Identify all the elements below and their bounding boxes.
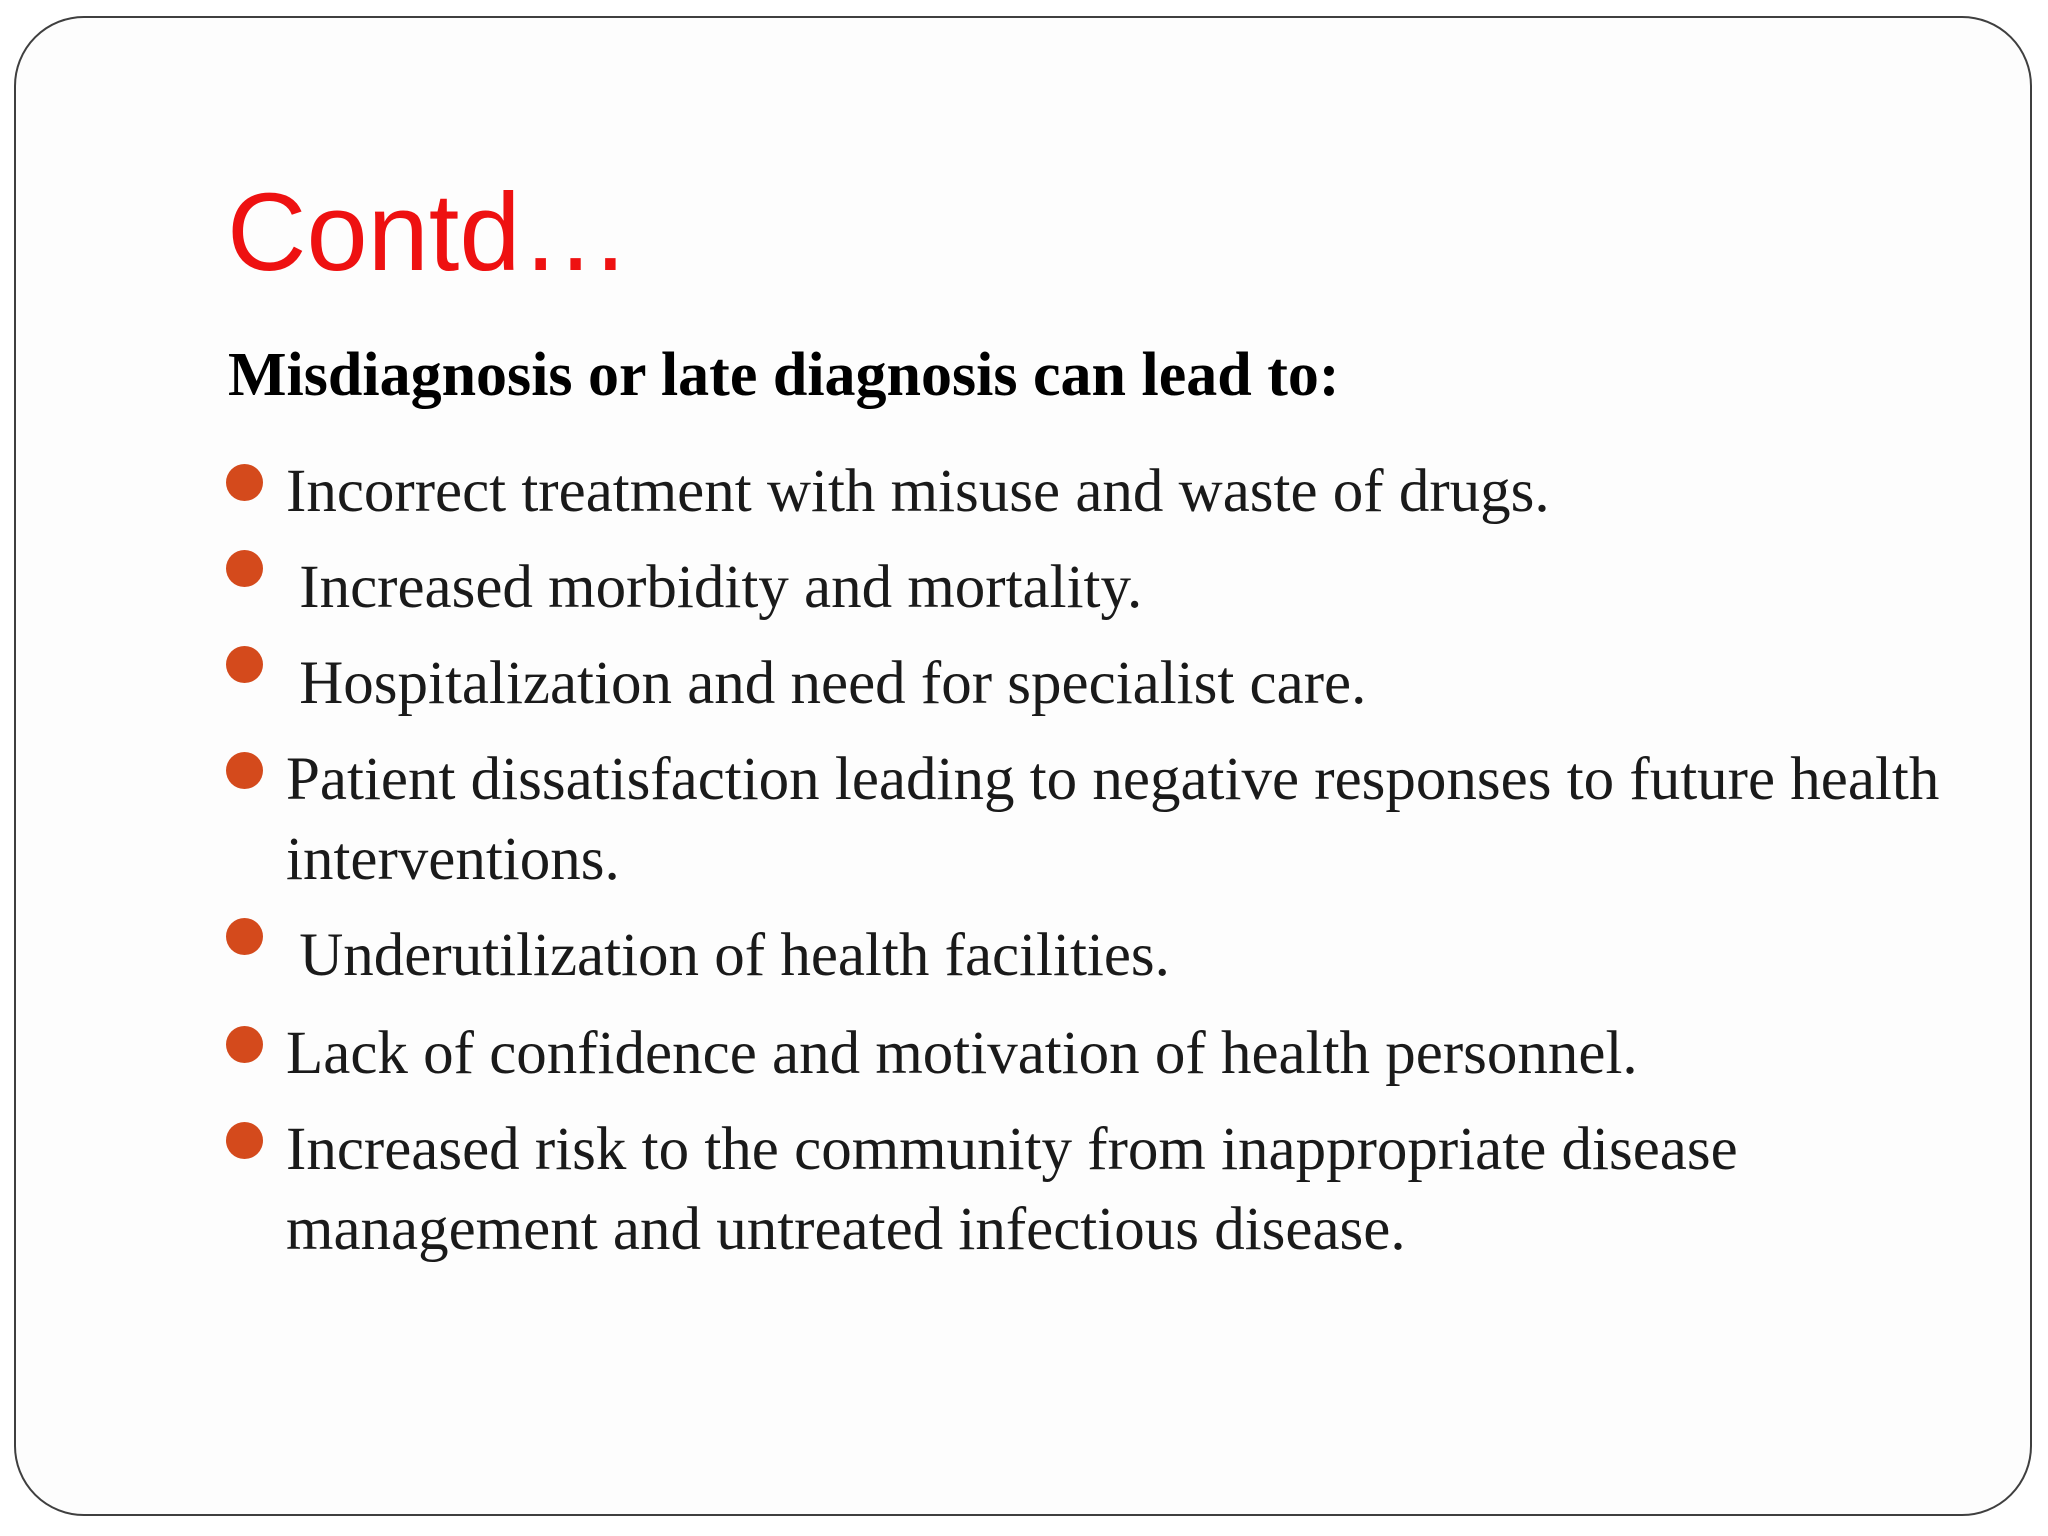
bullet-dot-icon <box>226 918 263 955</box>
slide-subtitle: Misdiagnosis or late diagnosis can lead to: <box>228 341 1340 409</box>
bullet-dot-icon <box>226 464 263 501</box>
bullet-dot-icon <box>226 1026 263 1063</box>
bullet-text: Increased risk to the community from inappropriate disease management and untreated infectious disease. <box>286 1116 1738 1263</box>
bullet-text: Increased morbidity and mortality. <box>284 554 1143 621</box>
slide-title: Contd… <box>227 171 631 294</box>
slide-frame <box>14 16 2032 1516</box>
bullet-dot-icon <box>226 752 263 789</box>
bullet-text: Incorrect treatment with misuse and waste of drugs. <box>286 458 1550 525</box>
bullet-text: Patient dissatisfaction leading to negative responses to future health interventions. <box>286 746 1940 893</box>
bullet-dot-icon <box>226 550 263 587</box>
bullet-dot-icon <box>226 646 263 683</box>
bullet-dot-icon <box>226 1122 263 1159</box>
bullet-text: Underutilization of health facilities. <box>284 922 1170 989</box>
bullet-text: Lack of confidence and motivation of health personnel. <box>286 1020 1638 1087</box>
bullet-text: Hospitalization and need for specialist care. <box>284 650 1367 717</box>
